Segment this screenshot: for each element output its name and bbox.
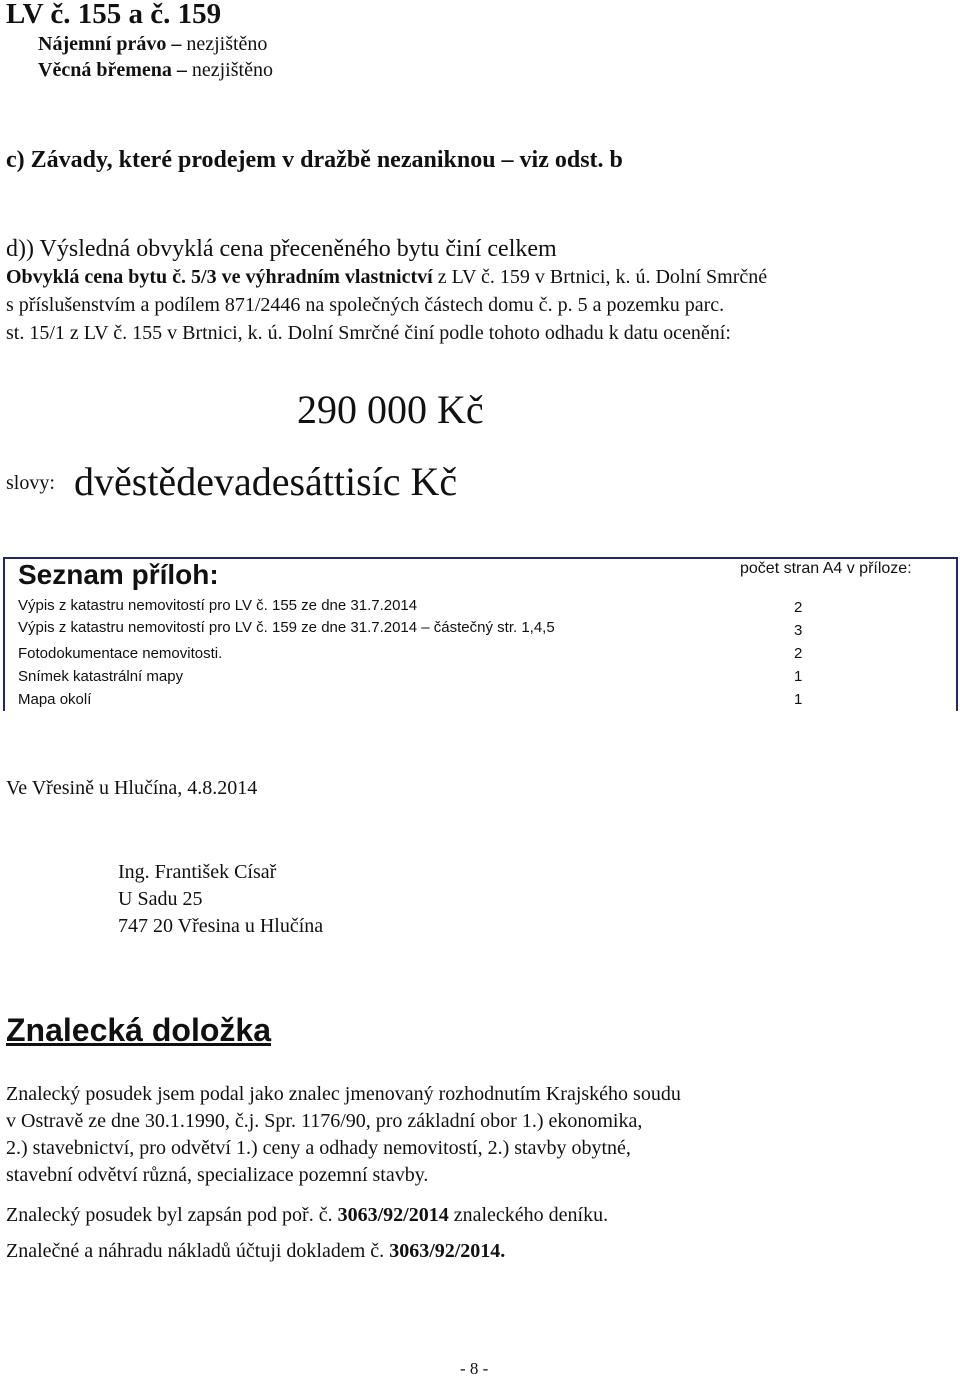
attachment-pages: 1 (794, 691, 803, 708)
fee-number: 3063/92/2014. (389, 1240, 506, 1262)
section-d-title: d)) Výsledná obvyklá cena přeceněného bytu činí celkem (6, 236, 557, 262)
section-c: c) Závady, které prodejem v dražbě nezaniknou – viz odst. b (6, 147, 623, 173)
author-street: U Sadu 25 (118, 888, 203, 910)
attachment-name: Výpis z katastru nemovitostí pro LV č. 159 ze dne 31.7.2014 – částečný str. 1,4,5 (18, 619, 555, 636)
price-words: dvěstědevadesáttisíc Kč (74, 459, 458, 504)
attachments-pages-header: počet stran A4 v příloze: (740, 560, 912, 577)
page-number: - 8 - (460, 1359, 489, 1378)
clause-line: 2.) stavebnictví, pro odvětví 1.) ceny a odhady nemovitostí, 2.) stavby obytné, (6, 1137, 631, 1159)
right-value: nezjištěno (191, 59, 273, 81)
registry-post: znaleckého deníku. (453, 1204, 609, 1226)
clause-line: v Ostravě ze dne 30.1.1990, č.j. Spr. 1176/90, pro základní obor 1.) ekonomika, (6, 1110, 643, 1132)
registry-pre: Znalecký posudek byl zapsán pod poř. č. (6, 1204, 333, 1226)
registry-number: 3063/92/2014 (337, 1204, 449, 1226)
author-city: 747 20 Vřesina u Hlučína (118, 915, 324, 937)
right-value: nezjištěno (186, 33, 268, 55)
author-name: Ing. František Císař (118, 861, 277, 883)
clause-line: Znalecký posudek jsem podal jako znalec jmenovaný rozhodnutím Krajského soudu (6, 1083, 681, 1105)
right-row-easement (38, 59, 273, 82)
section-d-line1-bold: Obvyklá cena bytu č. 5/3 ve výhradním vlastnictví (6, 266, 433, 288)
attachment-name: Mapa okolí (18, 691, 92, 708)
attachment-name: Výpis z katastru nemovitostí pro LV č. 155 ze dne 31.7.2014 (18, 597, 418, 614)
section-d-line1 (6, 266, 767, 289)
fee-pre: Znalečné a náhradu nákladů účtuji dokladem č. (6, 1240, 385, 1262)
section-d-line1-rest: z LV č. 159 v Brtnici, k. ú. Dolní Smrčné (437, 266, 768, 288)
attachment-pages: 2 (794, 599, 803, 616)
attachment-name: Snímek katastrální mapy (18, 668, 184, 685)
clause-title: Znalecká doložka (6, 1012, 271, 1048)
clause-registry (6, 1204, 608, 1227)
right-label: Věcná břemena – (38, 59, 187, 81)
attachment-pages: 2 (794, 645, 803, 662)
attachments-title: Seznam příloh: (18, 559, 219, 590)
clause-line: stavební odvětví různá, specializace pozemní stavby. (6, 1164, 429, 1186)
attachment-pages: 1 (794, 668, 803, 685)
price-words-label: slovy: (6, 472, 55, 494)
right-row-lease (38, 33, 267, 56)
attachment-name: Fotodokumentace nemovitosti. (18, 645, 223, 662)
clause-fee (6, 1240, 505, 1263)
place-date: Ve Vřesině u Hlučína, 4.8.2014 (6, 777, 258, 799)
right-label: Nájemní právo – (38, 33, 182, 55)
section-d-line3: st. 15/1 z LV č. 155 v Brtnici, k. ú. Dolní Smrčné činí podle tohoto odhadu k datu ocenění: (6, 322, 731, 344)
attachment-pages: 3 (794, 622, 803, 639)
lv-heading: LV č. 155 a č. 159 (6, 0, 222, 30)
price-amount: 290 000 Kč (297, 387, 484, 432)
section-d-line2: s příslušenstvím a podílem 871/2446 na společných částech domu č. p. 5 a pozemku parc. (6, 294, 725, 316)
